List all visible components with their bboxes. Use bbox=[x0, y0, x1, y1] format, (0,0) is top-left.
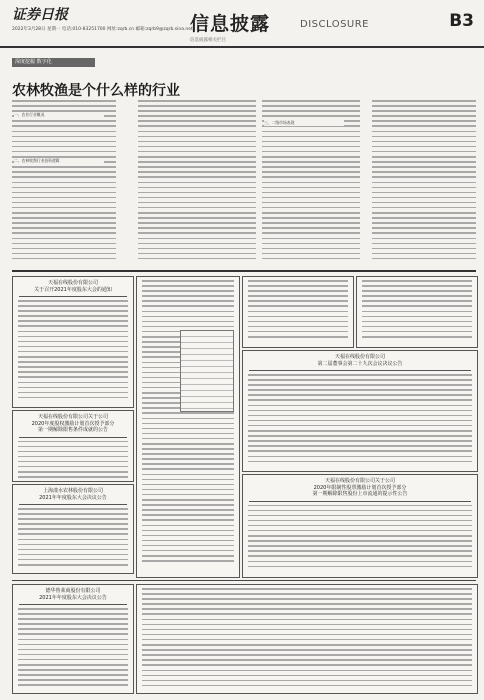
notice-block-5 bbox=[242, 474, 478, 578]
notice-block-4 bbox=[242, 350, 478, 472]
data-table-center bbox=[180, 330, 234, 412]
article-divider bbox=[12, 270, 476, 272]
notice-title-1: 天福在线股份有限公司 关于召开2021年度股东大会的通知 bbox=[34, 280, 112, 293]
notice-title-2: 天福在线股份有限公司关于公司 2020年度股权激励计划首次授予部分 第一期解除限售条件成就的公告 bbox=[31, 414, 115, 433]
section-title-en: DISCLOSURE bbox=[300, 19, 369, 30]
article-body-col-4 bbox=[372, 100, 476, 266]
article-subhead-1: 一、农业行业概况 bbox=[14, 112, 104, 118]
article-body-col-1 bbox=[12, 100, 116, 266]
lower-divider bbox=[12, 580, 476, 581]
notice-title-4: 天福在线股份有限公司关于公司 2020年限制性股票激励计划首次授予部分 第一期解除限售股份上市流通的提示性公告 bbox=[312, 478, 408, 497]
notice-title-5: 上海漾水农林股份有限公司 2021年年度股东大会决议公告 bbox=[39, 488, 107, 501]
notice-title-6: 德华鲁莱商股份有限公司 2021年年度股东大会决议公告 bbox=[39, 588, 107, 601]
section-subtitle: 信息披露相关栏目 bbox=[190, 38, 226, 43]
notice-block-center bbox=[136, 276, 240, 578]
column-label: 深度挖掘 数字化 bbox=[12, 58, 95, 67]
section-title: 信息披露 bbox=[190, 13, 271, 35]
notice-block-7 bbox=[12, 584, 134, 694]
notice-block-2 bbox=[12, 410, 134, 482]
newspaper-logo: 证券日报 bbox=[12, 7, 68, 23]
notice-block-6 bbox=[12, 484, 134, 574]
notice-title-3: 天福在线股份有限公司 第二届董事会第二十九次会议决议公告 bbox=[317, 354, 403, 367]
article-subhead-2: 二、农林牧渔行业投资逻辑 bbox=[14, 158, 104, 164]
masthead bbox=[0, 0, 484, 48]
notice-block-3 bbox=[242, 276, 354, 348]
notice-block-1 bbox=[12, 276, 134, 408]
article-body-col-2 bbox=[138, 100, 256, 266]
notice-block-8 bbox=[136, 584, 478, 694]
page-number: B3 bbox=[449, 11, 474, 31]
masthead-meta: 2022年3月28日 星期一 电话:010-83251700 网址:zqrb.cn 邮箱:zqrb9@zqrb.sina.net bbox=[12, 27, 193, 32]
notice-block-3b bbox=[356, 276, 478, 348]
article-subhead-3: 三、二级市场表现 bbox=[264, 120, 344, 126]
article-headline: 农林牧渔是个什么样的行业 bbox=[12, 83, 180, 99]
